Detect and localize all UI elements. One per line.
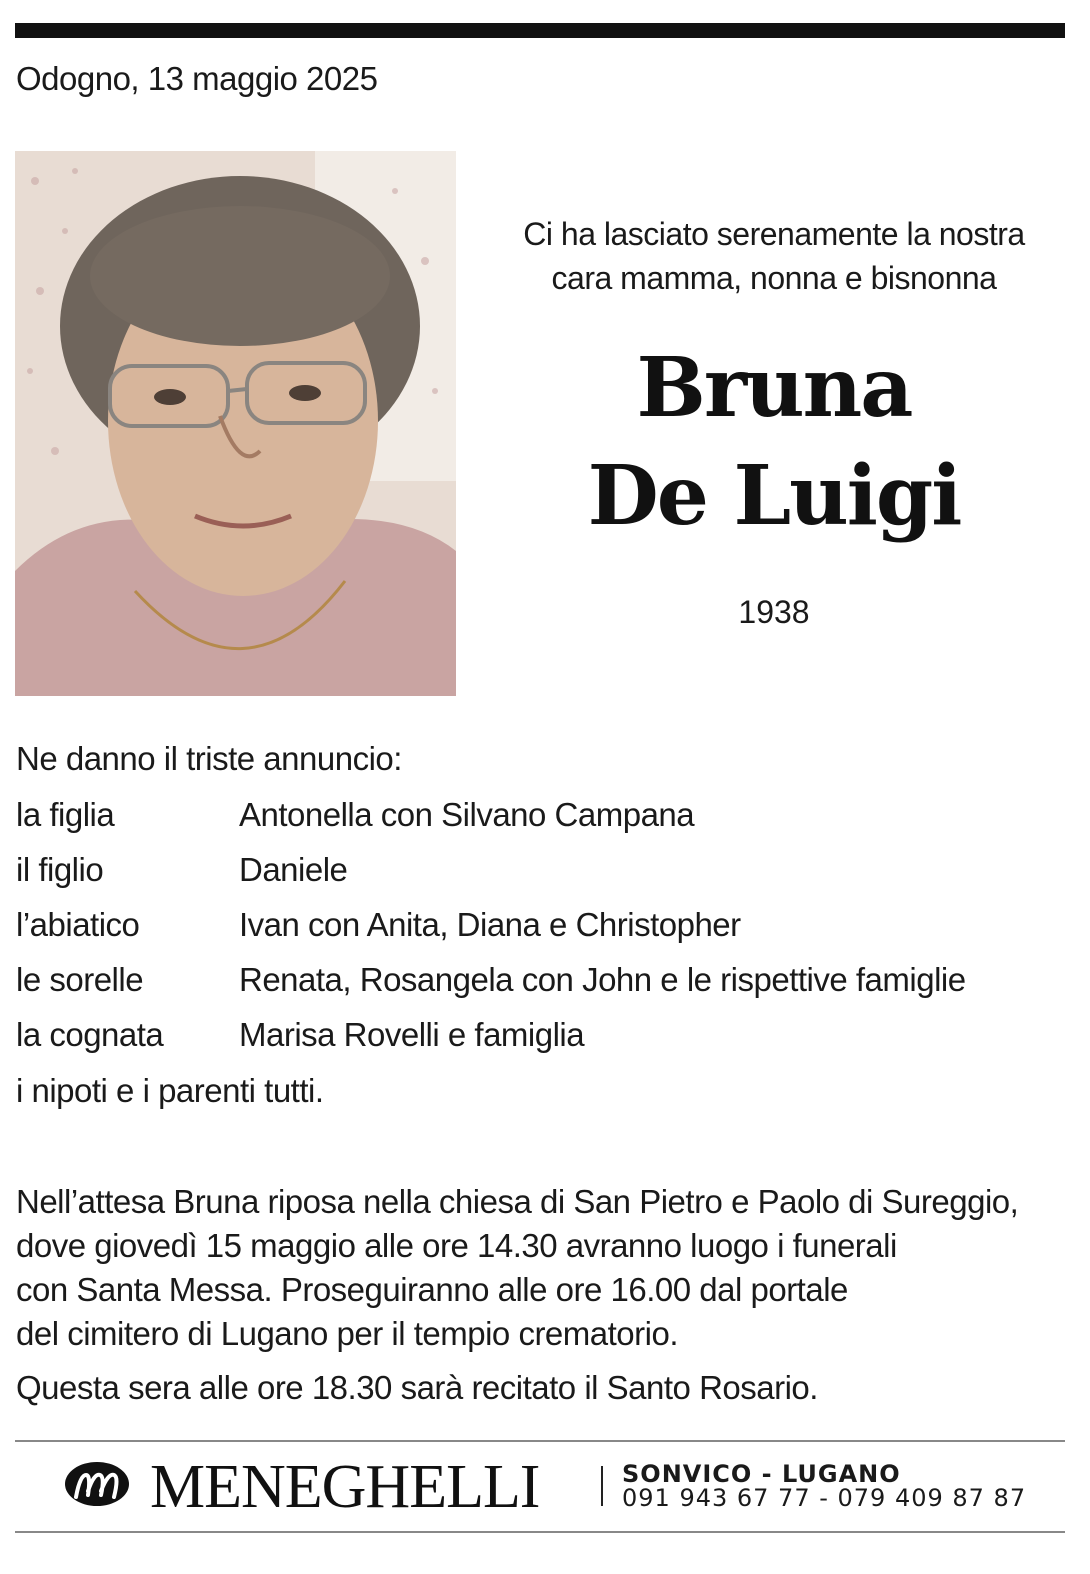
deceased-last-name: De Luigi bbox=[587, 448, 961, 544]
footer-rule-top bbox=[15, 1440, 1065, 1442]
intro-text bbox=[474, 212, 1074, 300]
family-list bbox=[16, 793, 966, 1068]
family-row bbox=[16, 848, 966, 903]
family-role: il figlio bbox=[16, 851, 104, 888]
family-row bbox=[16, 958, 966, 1013]
notice-line: dove giovedì 15 maggio alle ore 14.30 avranno luogo i funerali bbox=[16, 1227, 897, 1264]
notice-line: del cimitero di Lugano per il tempio crematorio. bbox=[16, 1315, 678, 1352]
date-line: Odogno, 13 maggio 2025 bbox=[16, 60, 378, 97]
family-role: le sorelle bbox=[16, 961, 144, 998]
family-role: l’abiatico bbox=[16, 906, 140, 943]
footer-divider bbox=[601, 1466, 603, 1506]
footer-rule-bottom bbox=[15, 1531, 1065, 1533]
brand-location: SONVICO - LUGANO bbox=[622, 1460, 901, 1488]
intro-line-1: Ci ha lasciato serenamente la nostra bbox=[523, 216, 1025, 252]
family-role: la figlia bbox=[16, 796, 115, 833]
notice-line: Nell’attesa Bruna riposa nella chiesa di San Pietro e Paolo di Sureggio, bbox=[16, 1183, 1019, 1220]
family-names: Daniele bbox=[239, 851, 348, 888]
portrait-photo bbox=[15, 151, 456, 696]
portrait-illustration bbox=[15, 151, 456, 696]
funeral-notice bbox=[16, 1180, 1076, 1410]
rosary-line: Questa sera alle ore 18.30 sarà recitato il Santo Rosario. bbox=[16, 1369, 818, 1406]
closing-line: i nipoti e i parenti tutti. bbox=[16, 1072, 324, 1109]
announcement-title: Ne danno il triste annuncio: bbox=[16, 740, 402, 777]
top-rule bbox=[15, 23, 1065, 38]
family-row bbox=[16, 1013, 966, 1068]
brand-name: MENEGHELLI bbox=[150, 1453, 540, 1521]
family-role: la cognata bbox=[16, 1016, 164, 1053]
intro-line-2: cara mamma, nonna e bisnonna bbox=[551, 260, 997, 296]
family-names: Antonella con Silvano Campana bbox=[239, 796, 695, 833]
brand-phones: 091 943 67 77 - 079 409 87 87 bbox=[622, 1484, 1027, 1512]
family-names: Marisa Rovelli e famiglia bbox=[239, 1016, 585, 1053]
deceased-first-name: Bruna bbox=[636, 340, 912, 436]
family-names: Renata, Rosangela con John e le rispettive famiglie bbox=[239, 961, 966, 998]
notice-line: con Santa Messa. Proseguiranno alle ore 16.00 dal portale bbox=[16, 1271, 848, 1308]
family-names: Ivan con Anita, Diana e Christopher bbox=[239, 906, 741, 943]
family-row bbox=[16, 793, 966, 848]
birth-year: 1938 bbox=[738, 594, 810, 630]
family-row bbox=[16, 903, 966, 958]
meneghelli-logo-icon bbox=[64, 1461, 130, 1507]
